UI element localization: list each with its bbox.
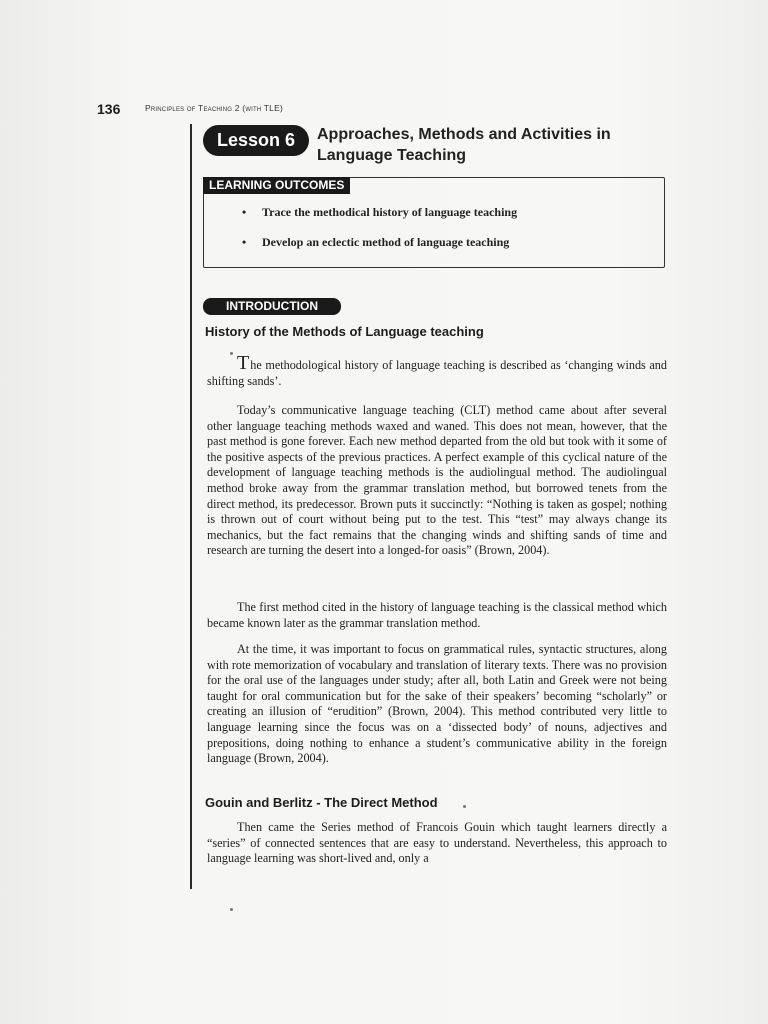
learning-outcome-text: Trace the methodical history of language teaching xyxy=(262,205,518,219)
page-number: 136 xyxy=(97,101,121,117)
introduction-section-label: INTRODUCTION xyxy=(203,298,341,315)
body-paragraph: At the time, it was important to focus on grammatical rules, syntactic structures, along with rote memorization of vocabulary and translation of literary texts. There was no provision for the oral use of the languages under study; after all, both Latin and Greek were not being taught for oral communication but for the sake of their speakers’ becoming “scholarly” or creating an illusion of “erudition” (Brown, 2004). This method contributed very little to language learning since the focus was on a ‘dissected body’ of nouns, adjectives and prepositions, doing nothing to enhance a student’s communicative ability in the foreign language (Brown, 2004). xyxy=(207,642,667,766)
scan-speck xyxy=(230,352,233,355)
body-paragraph: Then came the Series method of Francois Gouin which taught learners directly a “series” of connected sentences that are easy to understand. Nevertheless, this approach to language learning was short-lived and, only a xyxy=(207,820,667,866)
body-paragraph: Today’s communicative language teaching (CLT) method came about after several other language teaching methods waxed and waned. This does not mean, however, that the past method is gone forever. Each new method departed from the old but took with it some of the positive aspects of the previous practices. A perfect example of this cyclical nature of the development of language teaching methods is the audiolingual method. The audiolingual method broke away from the grammar translation method, but borrowed tenets from the direct method, its predecessor. Brown puts it succinctly: “Nothing is taken as gospel; nothing is thrown out of court without being put to the test. This “test” may always change its mechanics, but the fact remains that the changing winds and shifting sands of time and research are turning the desert into a longed-for oasis” (Brown, 2004). xyxy=(207,403,667,558)
margin-rule xyxy=(190,124,192,889)
body-paragraph: The first method cited in the history of language teaching is the classical method which became known later as the grammar translation method. xyxy=(207,600,667,630)
opening-paragraph-text: he methodological history of language teaching is described as ‘changing winds and shifting sands’. xyxy=(207,358,667,388)
running-head: Principles of Teaching 2 (with TLE) xyxy=(145,103,284,113)
scan-speck xyxy=(230,908,233,911)
drop-letter: T xyxy=(237,352,250,374)
opening-paragraph xyxy=(207,352,667,389)
lesson-badge: Lesson 6 xyxy=(203,125,309,156)
learning-outcome-item xyxy=(242,205,517,220)
learning-outcome-text: Develop an eclectic method of language teaching xyxy=(262,235,510,249)
history-heading: History of the Methods of Language teaching xyxy=(205,324,484,339)
scan-speck xyxy=(463,805,466,808)
lesson-title: Approaches, Methods and Activities in Language Teaching xyxy=(317,126,611,164)
bullet-icon: • xyxy=(242,235,247,249)
learning-outcomes-label: LEARNING OUTCOMES xyxy=(203,177,350,194)
learning-outcome-item xyxy=(242,235,509,250)
direct-method-heading: Gouin and Berlitz - The Direct Method xyxy=(205,795,438,810)
bullet-icon: • xyxy=(242,205,247,219)
